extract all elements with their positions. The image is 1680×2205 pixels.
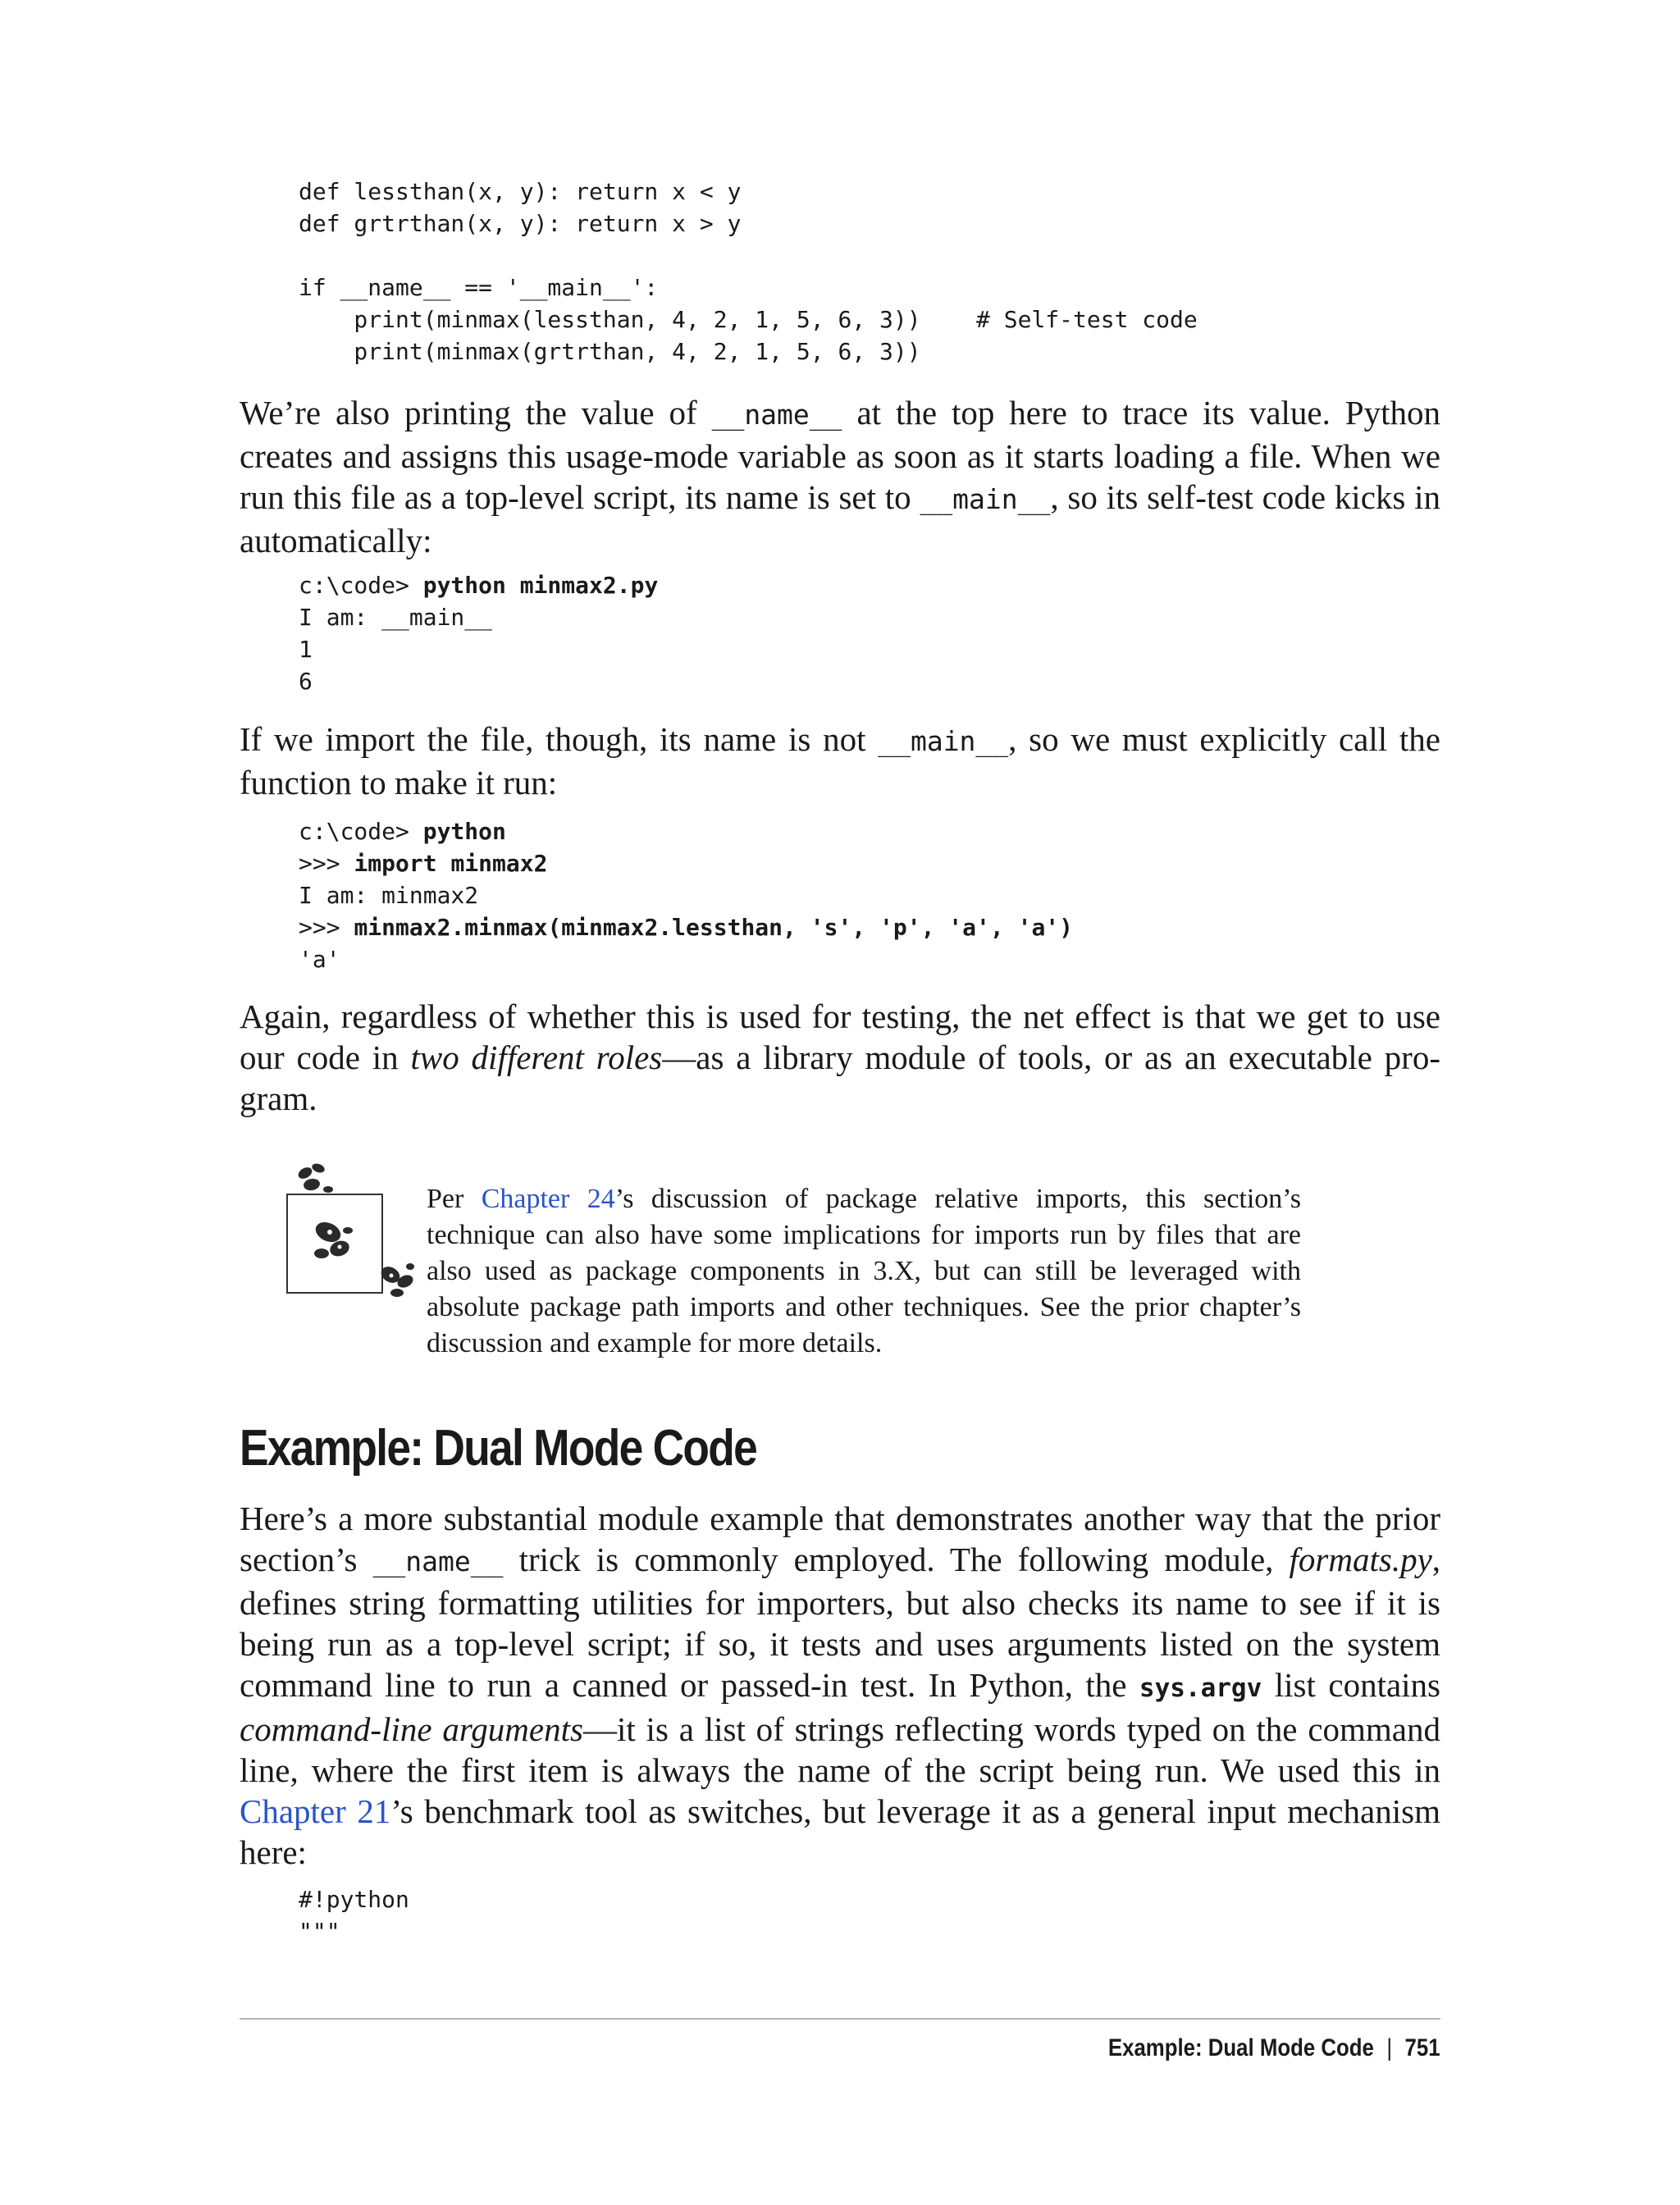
code-line: c:\code> python [299, 818, 506, 845]
inline-code: __name__ [711, 399, 842, 431]
code-line: c:\code> python minmax2.py [299, 572, 659, 599]
inline-code: sys.argv [1139, 1673, 1262, 1703]
code-line: if __name__ == '__main__': [299, 274, 659, 301]
page-footer [1108, 2028, 1440, 2069]
code-line: >>> import minmax2 [299, 850, 548, 877]
paragraph-two-roles: Again, regardless of whether this is used for testing, the net effect is that we get to use our code in two different roles—as a library module of tools, or as an executable program. [240, 998, 1440, 1117]
tip-note: Per Chapter 24’s discussion of package relative imports, this section’s technique can also have some implications for imports run by files that are also used as package components in 3.X, but can still be leveraged with absolute package path imports and other techniques. See the prior chapter’s discussion and example for more details. [427, 1184, 1301, 1358]
code-line: I am: minmax2 [299, 882, 479, 909]
code-line: def lessthan(x, y): return x < y [299, 178, 742, 205]
code-line: print(minmax(grtrthan, 4, 2, 1, 5, 6, 3)) [299, 338, 921, 365]
tip-icon [282, 1157, 427, 1304]
paragraph-import-file: If we import the file, though, its name is not __main__, so we must explicitly call the function to make it run: [240, 720, 1440, 801]
code-block-interactive-import [299, 815, 1073, 975]
code-line: #!python [299, 1886, 409, 1913]
code-block-formats [299, 1883, 409, 1947]
code-line: 6 [299, 668, 313, 695]
code-line: def grtrthan(x, y): return x > y [299, 210, 742, 237]
code-line: 1 [299, 636, 313, 663]
inline-code: __main__ [878, 725, 1009, 757]
code-line: print(minmax(lessthan, 4, 2, 1, 5, 6, 3)) # Self-test code [299, 306, 1198, 333]
code-line: I am: __main__ [299, 604, 493, 631]
code-line: """ [299, 1918, 340, 1945]
footer-rule [240, 2018, 1440, 2020]
chapter-24-link[interactable]: Chapter 24 [481, 1184, 615, 1214]
footer-separator: | [1386, 2034, 1393, 2061]
paragraph-dual-mode: Here’s a more substantial module example that demonstrates another way that the prior section’s __name__ trick is commonly employed. The following module, formats.py, defines string formatting utilities for importers, but also checks its name to see if it is being run as a top-level script; if so, it tests and uses arguments listed on the system command line to run a canned or passed-in test. In Python, the sys.argv list contains command-line arguments—it is a list of strings reflecting words typed on the command line, where the first item is always the name of the script being run. We used this in Chapter 21’s benchmark tool as switches, but leverage it as a general input mechanism here: [240, 1500, 1441, 1871]
paragraph-name-tracing: We’re also printing the value of __name__ at the top here to trace its value. Python creates and assigns this usage-mode variable as soon as it starts loading a file. When we run this file as a top-level script, its name is set to __main__, so its self-test code kicks in automatically: [240, 394, 1440, 559]
footer-section-title: Example: Dual Mode Code [1108, 2034, 1375, 2061]
code-line: 'a' [299, 946, 340, 973]
chapter-21-link[interactable]: Chapter 21 [240, 1792, 391, 1830]
page-number: 751 [1404, 2034, 1440, 2061]
code-block-minmax-tests [299, 176, 1198, 368]
inline-code: __name__ [372, 1545, 504, 1577]
code-line: >>> minmax2.minmax(minmax2.lessthan, 's', 'p', 'a', 'a') [299, 914, 1074, 941]
section-heading: Example: Dual Mode Code [240, 1420, 757, 1477]
inline-code: __main__ [920, 483, 1051, 515]
code-block-run-script [299, 569, 658, 697]
code-line [299, 240, 1198, 272]
